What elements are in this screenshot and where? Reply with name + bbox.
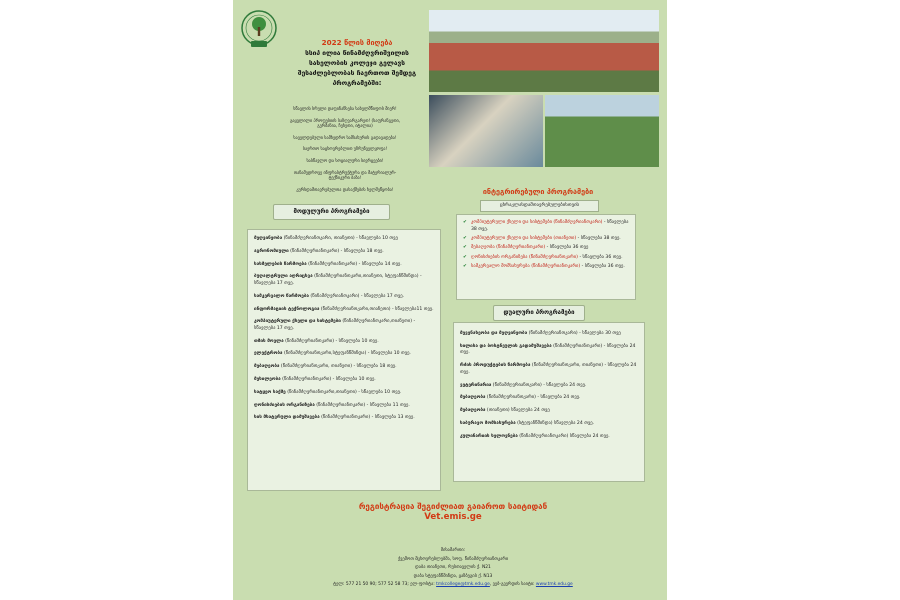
integrated-programs-heading: ინტეგრირებული პროგრამები	[482, 187, 594, 196]
header-title-line: შესაძლებლობას ჩაერთოთ შემდეგ	[297, 69, 417, 77]
site-prefix-text: , ვებ-გვერდის საიტი:	[489, 582, 536, 588]
list-item: ✔ მებაღეობა (წინამძღვრიანთკარი) - სწავლება 36 თვე	[463, 245, 629, 252]
list-item: მეხილეობა (წინამძღვრიანთკარი) - სწავლება 10 თვე.	[254, 377, 376, 382]
list-item: მებაღეობა (წინამძღვრიანთკარი, თიანეთი) - სწავლება 18 თვე.	[254, 364, 397, 370]
benefits-list	[247, 103, 443, 195]
list-item: რძის პროდუქტების წარმოება (წინამძღვრიანთკარი, თიანეთი) - სწავლება 24 თვე.	[460, 363, 637, 375]
address-block	[263, 547, 643, 590]
benefit-item: გერმანია, ჩეხეთი, იტალია)	[317, 123, 373, 129]
header-year: 2022 წლის მიღება	[321, 38, 393, 47]
list-item: ✔ კომპიუტერული ქსელი და სისტემები (წინამძღვრიანთკარი) - სწავლება 38 თვე.	[463, 220, 629, 233]
header-title-line: სსიპ ილია წინამძღვრიშვილის	[305, 49, 409, 57]
address-label: მისამართი:	[440, 548, 466, 553]
phone-text: ტელ: 577 21 50 90; 577 52 58 73; ელ-ფოსტა:	[333, 582, 437, 588]
list-item: ✔ სამკერვალო მომსახურება (წინამძღვრიანთკარი) - სწავლება 36 თვე.	[463, 264, 629, 271]
integrated-programs-list	[456, 214, 636, 300]
registration-text: რეგისტრაცია შეგიძლიათ გაიაროთ საიტიდან	[358, 502, 548, 511]
header-title-line: სახელობის კოლეჯი გელავს	[308, 59, 406, 67]
list-item: ხილისა და ბოსტნეულის გადამუშავება (წინამძღვრიანთკარი) - სწავლება 24 თვე.	[460, 343, 636, 356]
list-item: საბურავო მომსახურება (სტეფანწმინდა) სწავლება 24 თვე.	[460, 420, 595, 426]
header	[273, 38, 441, 88]
list-item: ✔ კომპიუტერული ქსელი და სისტემები (თიანეთი) - სწავლება 38 თვე.	[463, 236, 629, 243]
list-item: ხის მხატვრული დამუშავება (წინამძღვრიანთკარი) - სწავლება 13 თვე.	[254, 415, 415, 421]
list-item: აგრონომიული (წინამძღვრიანთკარი) - სწავლება 18 თვე.	[254, 248, 384, 254]
modular-programs-list	[247, 229, 441, 491]
website-link[interactable]: www.tmk.edu.ge	[535, 582, 573, 588]
contact-line	[263, 581, 643, 590]
benefit-item: საერთო საცხოვრებლით უზრუნველყოფა!	[302, 146, 388, 152]
list-item: კომპიუტერული ქსელი და სისტემები (წინამძღვრიანთკარი,თიანეთი) - სწავლება 17 თვე.	[254, 319, 416, 331]
benefit-item: საველდებული სამხედრო სამსახურის გადავადება!	[293, 134, 397, 140]
list-item: თმის მოვლა (წინამძღვრიანთკარი) - სწავლება 10 თვე.	[254, 338, 379, 344]
poster	[233, 0, 667, 600]
classroom-photo	[429, 95, 543, 167]
list-item: ელექტრობა (წინამძღვრიანთკარი,სტეფანწმინდა) - სწავლება 10 თვე.	[254, 351, 411, 357]
header-title-line: პროგრამებში:	[332, 79, 382, 87]
college-building-photo	[429, 10, 659, 92]
address-line: დაბა სტეფანწმინდა, ყაზბეგის ქ. N13	[413, 573, 493, 579]
list-item: მევენახეობა და მეღვინეობა (წინამძღვრიანთკარი) - სწავლება 30 თვე	[460, 331, 621, 336]
list-item: ღონისძიების ორგანიზება (წინამძღვრიანთკარი) - სწავლება 11 თვე.	[254, 402, 410, 408]
list-item: ინფორმაციის ტექნოლოგია (წინამძღვრიანთკარი,თიანეთი) - სწავლება11 თვე.	[254, 306, 434, 312]
benefit-item: სწავლის სრული დაფინანსება სახელმწიფოს მიერ!	[293, 106, 397, 111]
integrated-programs-subheading[interactable]: ცხრაკლასდამთავრებულებისთვის	[480, 200, 599, 212]
benefit-item: ტექნიკური ბაზა!	[328, 175, 362, 181]
list-item: ✔ ღონისძიების ორგანიზება (წინამძღვრიანთკარი) - სწავლება 36 თვე.	[463, 255, 629, 262]
dual-programs-list	[453, 322, 645, 482]
benefit-item: თანამედროვე ინფრასტრუქტურა და მატერიალურ-	[293, 169, 397, 175]
list-item: მეღვინეობა (წინამძღვრიანთკარი, თიანეთი) - სწავლება 10 თვე	[254, 236, 398, 241]
outdoor-gym-photo	[545, 95, 659, 167]
benefit-item: სასწავლო და სოციალური სივრცეები!	[306, 157, 384, 163]
list-item: მებაღეობა (წინამძღვრიანთკარი) - სწავლება 24 თვე.	[460, 395, 581, 401]
dual-programs-button[interactable]: დუალური პროგრამები	[493, 305, 585, 321]
list-item: სამკერვალო წარმოება (წინამძღვრიანთკარი) - სწავლება 17 თვე.	[254, 293, 404, 299]
email-link[interactable]: tmkcollege@tmk.edu.ge	[436, 582, 490, 588]
benefit-item: გაყვლილი პროფესიის საზღვარგარეთ! (საფრანგეთი,	[290, 117, 400, 123]
list-item: მებაღეობა (თიანეთი) სწავლება 24 თვე	[460, 408, 550, 414]
address-line: ქვემოთ მცხოვრებლებმა, სოფ. წინამძღვრიანთკარი	[397, 556, 509, 562]
list-item: ვეტერინარია (წინამძღვრიანთკარი) - სწავლება 24 თვე.	[460, 382, 587, 388]
list-item: ბუღალტრული აღრიცხვა (წინამძღვრიანთკარი,თიანეთი, სტეფანწმინდა) - სწავლება 17 თვე.	[254, 274, 422, 286]
list-item: სატყეო საქმე (წინამძღვრიანთკარი,თიანეთი) - სწავლება 10 თვე.	[254, 389, 402, 395]
registration-site-link[interactable]: Vet.emis.ge	[424, 512, 482, 522]
modular-programs-button[interactable]: მოდულური პროგრამები	[273, 204, 390, 220]
college-logo-icon	[241, 8, 277, 54]
list-item: კულინარიის ხელოვნება (წინამძღვრიანთკარი) სწავლება 24 თვე.	[460, 433, 610, 439]
list-item: სასმელების წარმოება (წინამძღვრიანთკარი) - სწავლება 14 თვე.	[254, 261, 402, 267]
address-line: დაბა თიანეთი, რუსთაველის ქ. N21	[415, 565, 491, 571]
benefit-item: კურსდამთავრებულთა დასაქმების ხელშეწყობა!	[296, 186, 394, 192]
